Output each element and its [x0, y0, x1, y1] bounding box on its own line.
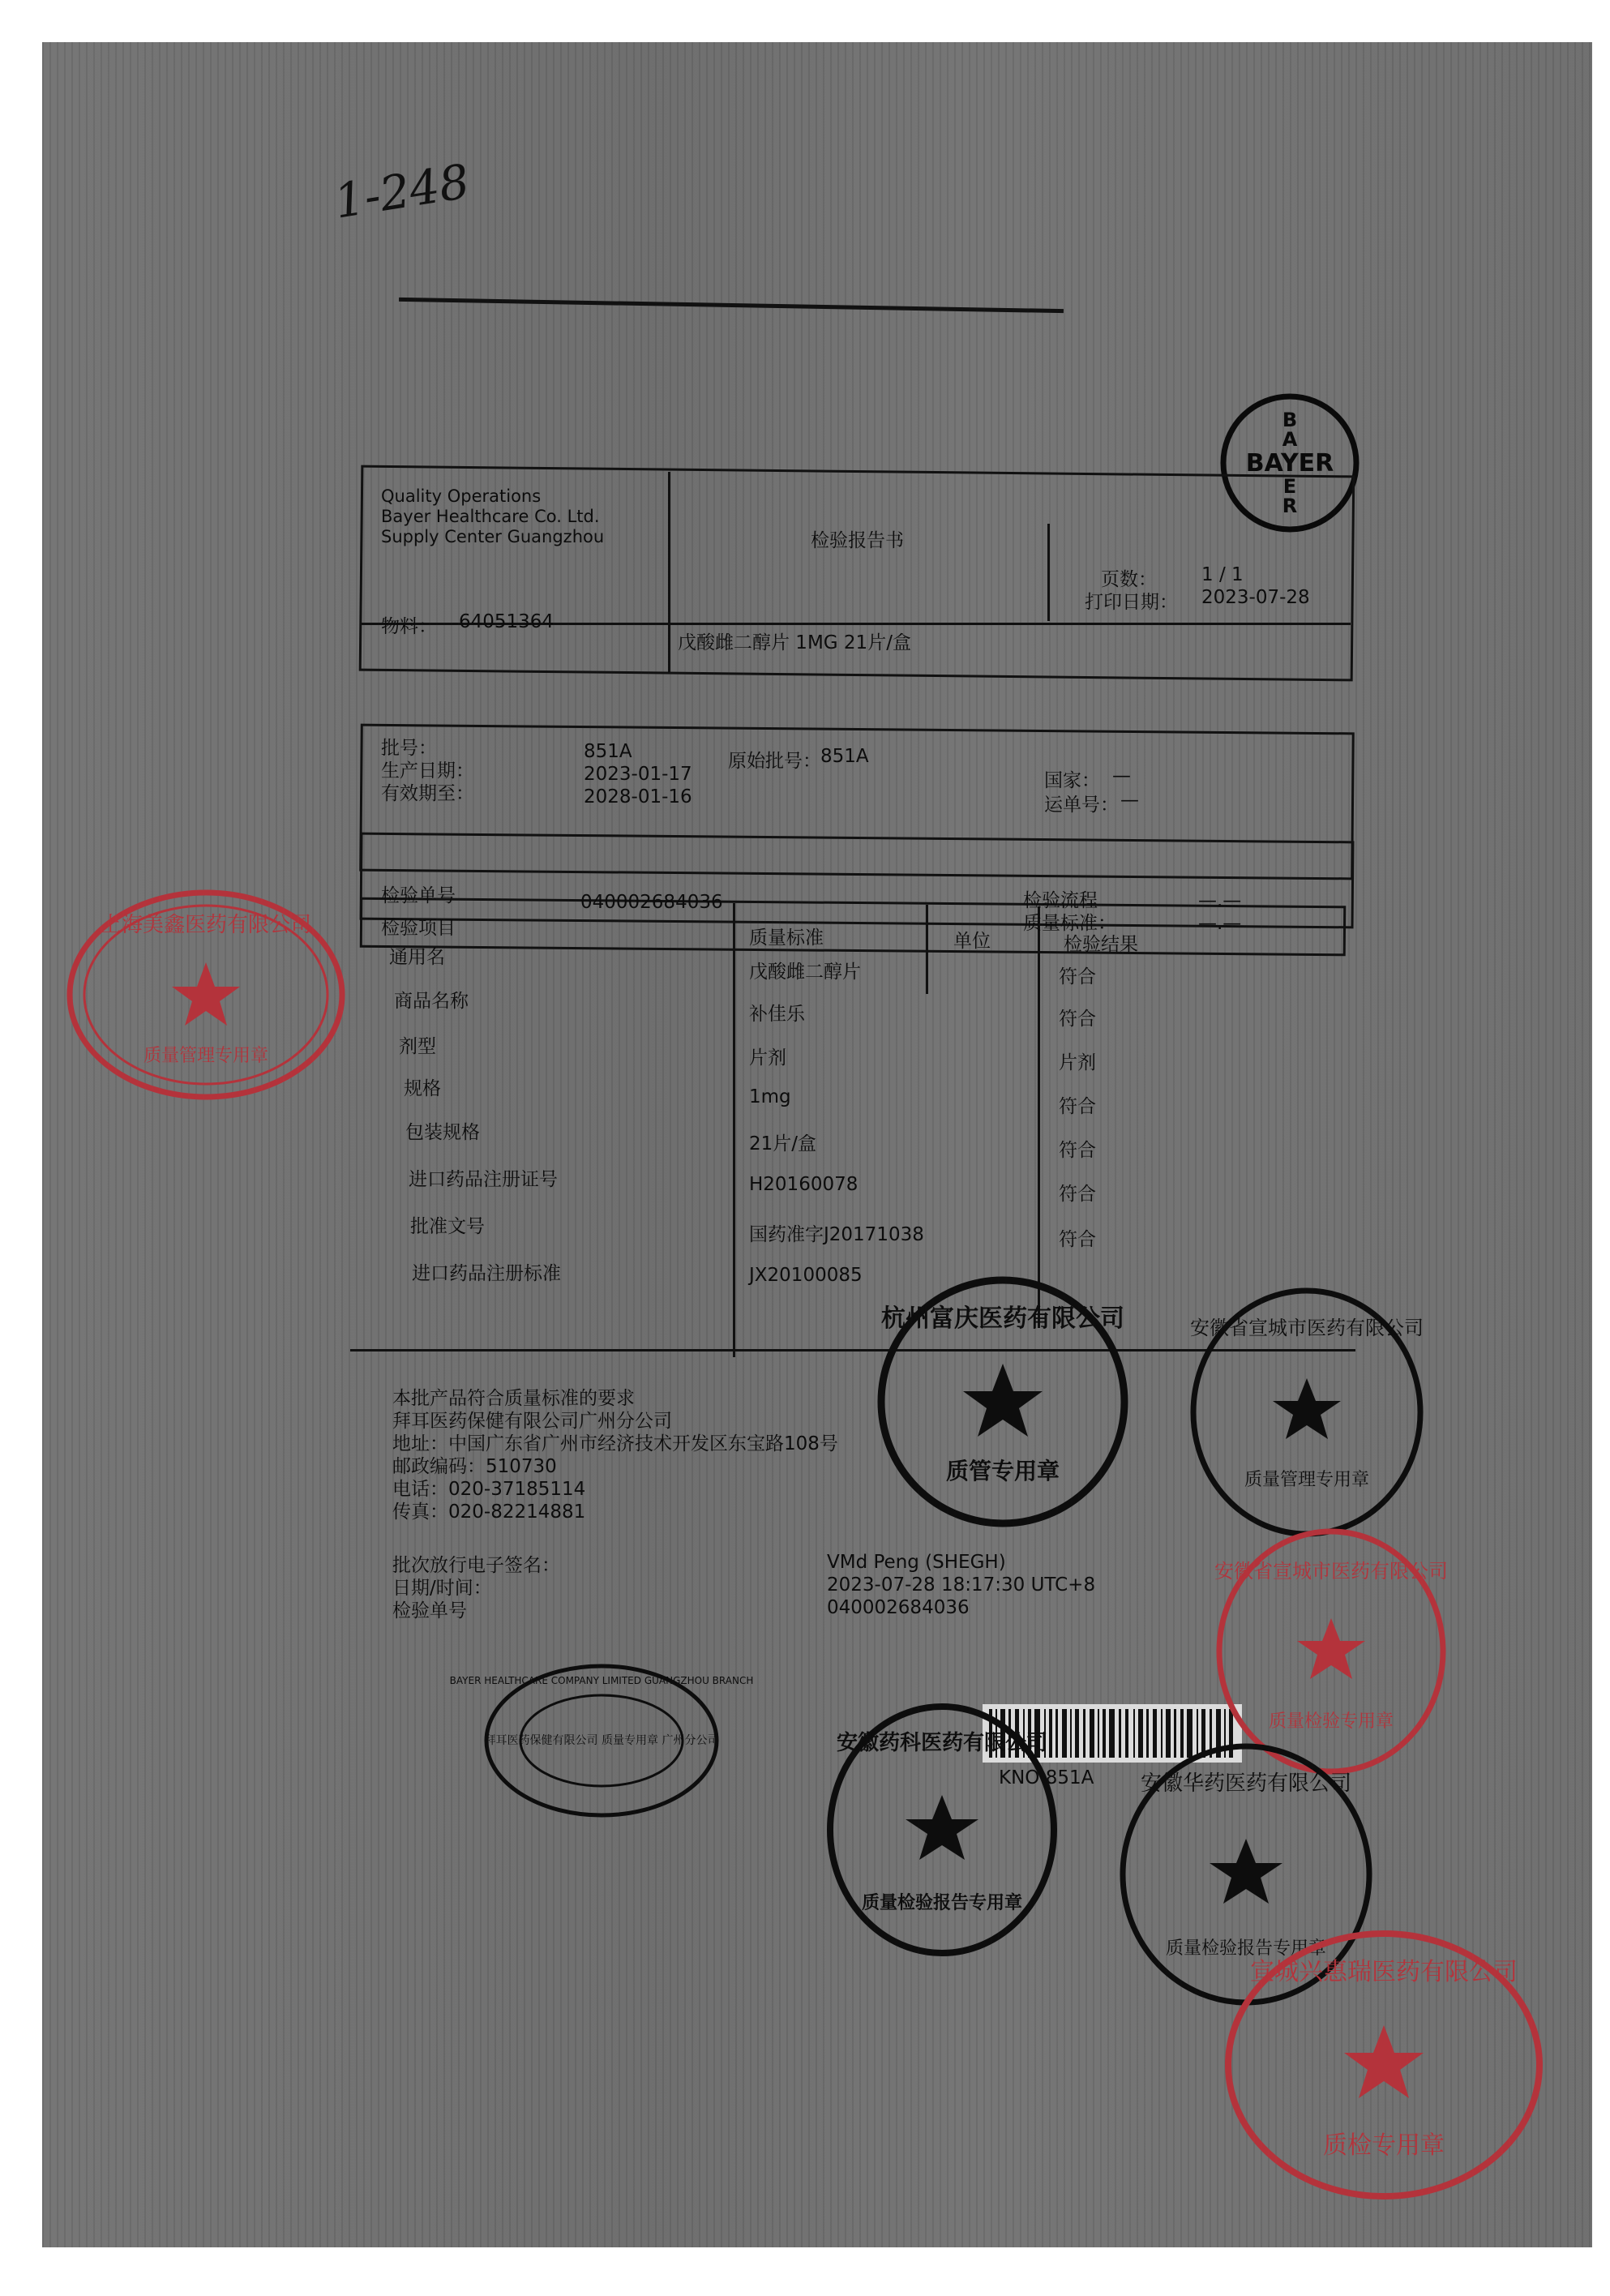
row-3-item: 剂型 [399, 1036, 436, 1057]
th-result: 检验结果 [1064, 934, 1138, 955]
row-5-item: 包装规格 [405, 1122, 480, 1143]
footer-line-3: 地址：中国广东省广州市经济技术开发区东宝路108号 [392, 1433, 838, 1454]
top-rule [399, 298, 1064, 313]
footer-line-4: 邮政编码：510730 [392, 1456, 557, 1477]
svg-text:E: E [1282, 475, 1297, 498]
stamp-bottom-center [820, 1696, 1064, 1964]
stamp-anhui-xuancheng [1185, 1283, 1428, 1542]
svg-text:安徽省宣城市医药有限公司: 安徽省宣城市医药有限公司 [1214, 1560, 1448, 1583]
stamp-bottom-right-red [1218, 1923, 1550, 2207]
stamp-top-left [60, 881, 352, 1108]
quality-standard-label: 质量标准： [1023, 913, 1116, 934]
sign-value: VMd Peng (SHEGH) [827, 1552, 1006, 1573]
page-value: 1 / 1 [1201, 564, 1244, 585]
datetime-label: 日期/时间： [392, 1578, 492, 1599]
expiry-value: 2028-01-16 [584, 786, 692, 807]
svg-text:质量管理专用章: 质量管理专用章 [143, 1046, 269, 1066]
svg-text:质量检验专用章: 质量检验专用章 [1268, 1711, 1394, 1732]
row-6-result: 符合 [1059, 1184, 1096, 1205]
product-name: 戊酸雌二醇片 1MG 21片/盒 [678, 632, 911, 653]
footer-line-5: 电话：020-37185114 [392, 1479, 586, 1500]
svg-text:B: B [1282, 409, 1298, 431]
footer-line-1: 本批产品符合质量标准的要求 [392, 1388, 635, 1409]
sign-label: 批次放行电子签名： [392, 1555, 560, 1576]
svg-text:BAYER HEALTHCARE COMPANY LIMIT: BAYER HEALTHCARE COMPANY LIMITED GUANGZHOU BRANCH [449, 1675, 754, 1686]
inspection-process-value: —.— [1198, 890, 1242, 911]
svg-text:质管专用章: 质管专用章 [945, 1458, 1060, 1484]
svg-text:质量检验报告专用章: 质量检验报告专用章 [861, 1893, 1023, 1913]
row-7-standard: 国药准字J20171038 [749, 1224, 924, 1245]
row-4-result: 符合 [1059, 1096, 1096, 1117]
scanned-page [42, 42, 1592, 2247]
svg-text:R: R [1282, 495, 1298, 517]
footer-line-6: 传真：020-82214881 [392, 1501, 586, 1523]
print-date-label: 打印日期： [1085, 592, 1178, 613]
svg-text:杭州富庆医药有限公司: 杭州富庆医药有限公司 [881, 1304, 1124, 1333]
orig-batch-value: 851A [820, 746, 869, 767]
inspection-no-label: 检验单号 [381, 885, 456, 906]
row-3-result: 片剂 [1059, 1052, 1096, 1073]
inspection-no-value: 040002684036 [580, 892, 723, 913]
print-date-value: 2023-07-28 [1201, 587, 1310, 608]
row-1-result: 符合 [1059, 966, 1096, 987]
report-title: 检验报告书 [811, 530, 904, 551]
th-unit: 单位 [953, 931, 991, 952]
issuer-line-3: Supply Center Guangzhou [381, 527, 605, 546]
handwritten-note: 1-248 [330, 153, 473, 229]
svg-text:安徽省宣城市医药有限公司: 安徽省宣城市医药有限公司 [1190, 1317, 1424, 1339]
th-item: 检验项目 [381, 918, 456, 939]
delivery-value: — [1120, 790, 1139, 811]
svg-text:A: A [1282, 428, 1298, 451]
issuer-line-2: Bayer Healthcare Co. Ltd. [381, 507, 600, 526]
expiry-label: 有效期至： [381, 783, 474, 804]
row-6-item: 进口药品注册证号 [409, 1169, 558, 1190]
row-1-standard: 戊酸雌二醇片 [749, 962, 861, 983]
sign-inspection-label: 检验单号 [392, 1600, 467, 1621]
table-col-1 [733, 903, 735, 1357]
row-8-item: 进口药品注册标准 [412, 1263, 561, 1284]
stamp-bayer-oval [449, 1660, 754, 1822]
batch-value: 851A [584, 741, 632, 762]
row-1-item: 通用名 [389, 947, 445, 968]
svg-text:质量检验报告专用章: 质量检验报告专用章 [1165, 1938, 1327, 1959]
svg-text:宣城兴惠瑞医药有限公司: 宣城兴惠瑞医药有限公司 [1250, 1958, 1518, 1986]
row-7-item: 批准文号 [410, 1216, 485, 1237]
sign-inspection-value: 040002684036 [827, 1597, 970, 1618]
svg-text:安徽华药医药有限公司: 安徽华药医药有限公司 [1140, 1771, 1352, 1796]
row-5-result: 符合 [1059, 1140, 1096, 1161]
page-label: 页数： [1101, 569, 1157, 590]
row-5-standard: 21片/盒 [749, 1133, 817, 1154]
row-2-item: 商品名称 [394, 991, 469, 1012]
row-3-standard: 片剂 [749, 1047, 786, 1069]
svg-text:质检专用章: 质检专用章 [1323, 2131, 1445, 2160]
orig-batch-label: 原始批号： [728, 751, 821, 772]
datetime-value: 2023-07-28 18:17:30 UTC+8 [827, 1574, 1096, 1596]
svg-text:安徽药科医药有限公司: 安徽药科医药有限公司 [836, 1731, 1048, 1755]
batch-label: 批号： [381, 738, 437, 759]
inspection-process-label: 检验流程 [1023, 890, 1098, 911]
table-col-2 [926, 905, 928, 994]
row-8-standard: JX20100085 [749, 1265, 863, 1286]
mfg-date-value: 2023-01-17 [584, 764, 692, 785]
svg-text:质量管理专用章: 质量管理专用章 [1244, 1470, 1370, 1490]
row-4-standard: 1mg [749, 1086, 791, 1107]
stamp-hangzhou [869, 1268, 1137, 1536]
quality-standard-value: —.— [1198, 913, 1242, 934]
material-code: 64051364 [459, 611, 555, 632]
header-divider-1 [668, 472, 670, 673]
country-label: 国家： [1044, 770, 1100, 791]
header-divider-2 [1047, 524, 1050, 621]
table-col-3 [1038, 906, 1040, 1328]
svg-text:BAYER: BAYER [1245, 449, 1334, 478]
row-7-result: 符合 [1059, 1229, 1096, 1250]
row-2-standard: 补佳乐 [749, 1004, 805, 1025]
mfg-date-label: 生产日期： [381, 760, 474, 782]
th-standard: 质量标准 [749, 927, 824, 949]
delivery-label: 运单号： [1044, 795, 1119, 816]
material-label: 物料： [381, 616, 437, 637]
country-value: — [1112, 765, 1131, 786]
row-6-standard: H20160078 [749, 1174, 859, 1195]
svg-text:拜耳医药保健有限公司 质量专用章 广州分公司: 拜耳医药保健有限公司 质量专用章 广州分公司 [484, 1734, 719, 1747]
issuer-line-1: Quality Operations [381, 486, 542, 506]
barcode-text: KNO 851A [999, 1767, 1094, 1788]
svg-text:上海美鑫医药有限公司: 上海美鑫医药有限公司 [100, 913, 312, 937]
row-2-result: 符合 [1059, 1009, 1096, 1030]
row-4-item: 规格 [404, 1078, 441, 1099]
footer-line-2: 拜耳医药保健有限公司广州分公司 [392, 1411, 672, 1432]
